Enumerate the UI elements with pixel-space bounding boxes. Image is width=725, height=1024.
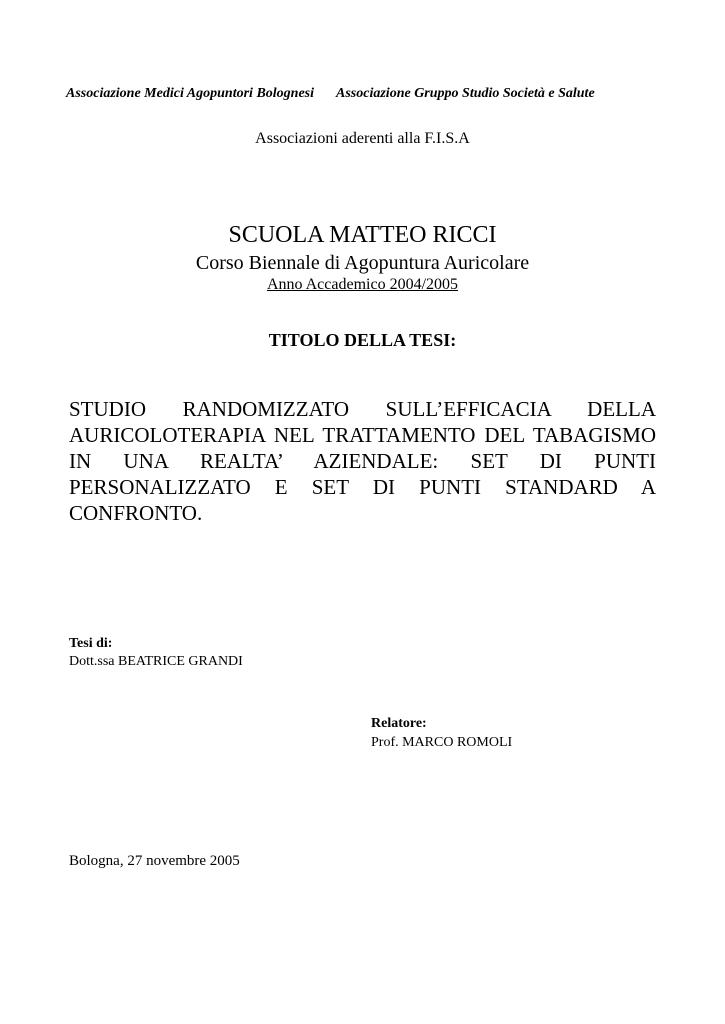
adherent-note: Associazioni aderenti alla F.I.S.A: [255, 130, 470, 147]
advisor-label: Relatore:: [371, 716, 427, 731]
academic-year-text: Anno Accademico 2004/2005: [266, 276, 459, 293]
thesis-title: STUDIO RANDOMIZZATO SULL’EFFICACIA DELLA AURICOLOTERAPIA NEL TRATTAMENTO DEL TABAGISMO IN UNA REALTA’ AZIENDALE: SET DI PUNTI PERSONALIZZATO E SET DI PUNTI STANDARD A CONFRONTO.: [69, 397, 656, 525]
place-date: Bologna, 27 novembre 2005: [69, 853, 240, 869]
course-name: Corso Biennale di Agopuntura Auricolare: [195, 252, 530, 274]
author-label: Tesi di:: [69, 636, 113, 651]
association-left: Associazione Medici Agopuntori Bolognesi: [66, 86, 315, 101]
academic-year: [0, 276, 725, 294]
association-header: [66, 86, 595, 102]
thesis-label: TITOLO DELLA TESI:: [268, 330, 457, 350]
advisor-name: Prof. MARCO ROMOLI: [371, 735, 513, 750]
school-name: SCUOLA MATTEO RICCI: [228, 222, 497, 248]
author-name: Dott.ssa BEATRICE GRANDI: [69, 654, 243, 669]
association-right: Associazione Gruppo Studio Società e Salute: [336, 86, 595, 101]
